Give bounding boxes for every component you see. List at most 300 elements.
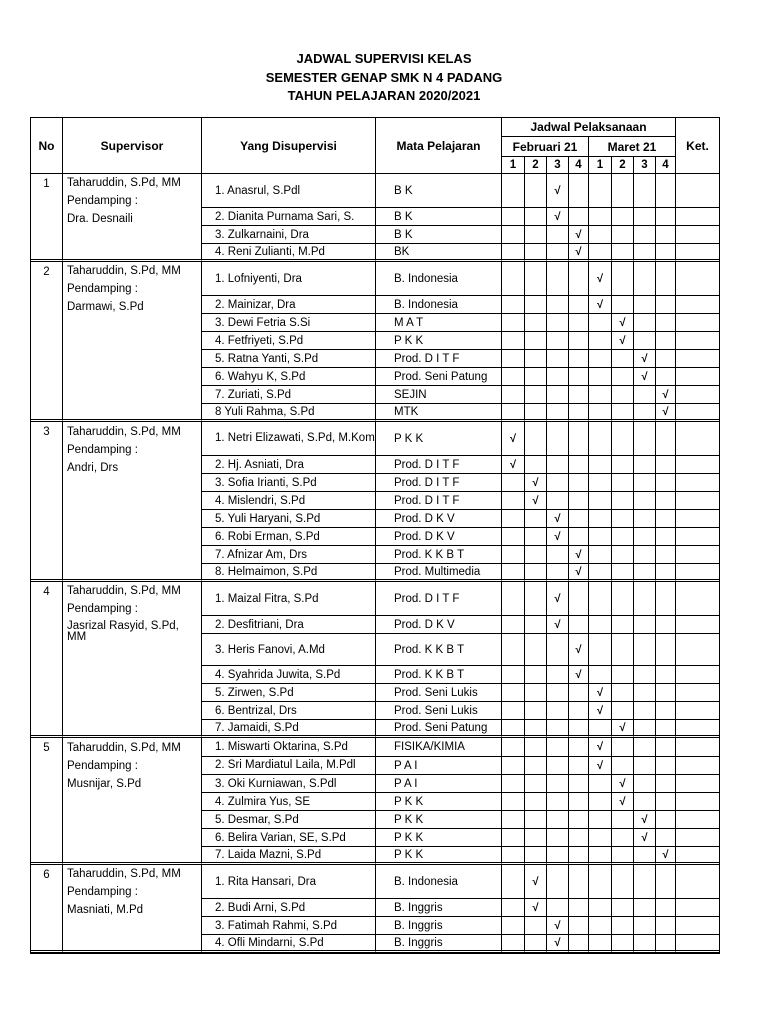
schedule-cell bbox=[589, 174, 612, 208]
schedule-check-mark: √ bbox=[656, 404, 676, 422]
subject: Prod. Multimedia bbox=[376, 564, 502, 582]
schedule-cell bbox=[656, 510, 676, 528]
subject: Prod. D I T F bbox=[376, 456, 502, 474]
schedule-cell bbox=[589, 793, 612, 811]
schedule-check-mark: √ bbox=[525, 474, 547, 492]
schedule-cell bbox=[612, 422, 634, 456]
schedule-cell bbox=[569, 296, 589, 314]
schedule-cell bbox=[569, 422, 589, 456]
header-week-mar-3: 3 bbox=[634, 157, 656, 174]
supervisee-name: 3. Dewi Fetria S.Si bbox=[202, 314, 376, 332]
ket-cell bbox=[676, 314, 719, 332]
schedule-cell bbox=[547, 244, 569, 262]
schedule-cell bbox=[525, 720, 547, 738]
schedule-cell bbox=[634, 702, 656, 720]
subject: Prod. D K V bbox=[376, 616, 502, 634]
schedule-cell bbox=[656, 492, 676, 510]
schedule-cell bbox=[547, 404, 569, 422]
ket-cell bbox=[676, 332, 719, 350]
ket-cell bbox=[676, 702, 719, 720]
supervisee-name: 7. Laida Mazni, S.Pd bbox=[202, 847, 376, 865]
ket-cell bbox=[676, 829, 719, 847]
schedule-cell bbox=[634, 582, 656, 616]
schedule-cell bbox=[612, 829, 634, 847]
schedule-cell bbox=[525, 226, 547, 244]
supervisee-name: 5. Ratna Yanti, S.Pd bbox=[202, 350, 376, 368]
ket-cell bbox=[676, 917, 719, 935]
schedule-cell bbox=[612, 226, 634, 244]
schedule-cell bbox=[589, 350, 612, 368]
subject: Prod. K K B T bbox=[376, 546, 502, 564]
ket-cell bbox=[676, 296, 719, 314]
schedule-cell bbox=[569, 368, 589, 386]
schedule-cell bbox=[569, 456, 589, 474]
schedule-cell bbox=[612, 847, 634, 865]
pendamping-label: Pendamping : bbox=[67, 444, 138, 456]
schedule-cell bbox=[525, 296, 547, 314]
title-line-3: TAHUN PELAJARAN 2020/2021 bbox=[287, 88, 481, 103]
subject: MTK bbox=[376, 404, 502, 422]
schedule-cell bbox=[656, 474, 676, 492]
header-week-mar-1: 1 bbox=[589, 157, 612, 174]
supervisee-name: 4. Zulmira Yus, SE bbox=[202, 793, 376, 811]
schedule-cell bbox=[612, 386, 634, 404]
schedule-cell bbox=[634, 422, 656, 456]
schedule-cell bbox=[569, 174, 589, 208]
subject: B. Inggris bbox=[376, 917, 502, 935]
header-week-feb-3: 3 bbox=[547, 157, 569, 174]
schedule-cell bbox=[502, 702, 525, 720]
schedule-cell bbox=[656, 208, 676, 226]
supervisee-name: 6. Wahyu K, S.Pd bbox=[202, 368, 376, 386]
schedule-cell bbox=[612, 582, 634, 616]
group-number: 5 bbox=[31, 738, 63, 865]
schedule-cell bbox=[589, 422, 612, 456]
schedule-cell bbox=[634, 757, 656, 775]
schedule-cell bbox=[569, 847, 589, 865]
supervisee-name: 1. Lofniyenti, Dra bbox=[202, 262, 376, 296]
schedule-check-mark: √ bbox=[547, 208, 569, 226]
schedule-table bbox=[30, 117, 720, 954]
schedule-cell bbox=[634, 684, 656, 702]
schedule-cell bbox=[589, 634, 612, 666]
ket-cell bbox=[676, 757, 719, 775]
header-week-mar-4: 4 bbox=[656, 157, 676, 174]
schedule-cell bbox=[569, 262, 589, 296]
schedule-check-mark: √ bbox=[569, 546, 589, 564]
schedule-cell bbox=[502, 738, 525, 757]
schedule-cell bbox=[547, 546, 569, 564]
supervisee-name: 4. Syahrida Juwita, S.Pd bbox=[202, 666, 376, 684]
schedule-cell bbox=[569, 811, 589, 829]
ket-cell bbox=[676, 226, 719, 244]
schedule-cell bbox=[612, 350, 634, 368]
group-number: 3 bbox=[31, 422, 63, 582]
schedule-cell bbox=[525, 793, 547, 811]
subject: P K K bbox=[376, 847, 502, 865]
ket-cell bbox=[676, 350, 719, 368]
schedule-check-mark: √ bbox=[547, 528, 569, 546]
supervisor-cell bbox=[63, 738, 202, 865]
schedule-cell bbox=[612, 917, 634, 935]
schedule-cell bbox=[612, 208, 634, 226]
schedule-check-mark: √ bbox=[634, 829, 656, 847]
header-week-feb-1: 1 bbox=[502, 157, 525, 174]
schedule-cell bbox=[612, 296, 634, 314]
ket-cell bbox=[676, 386, 719, 404]
schedule-cell bbox=[612, 368, 634, 386]
supervisee-name: 2. Sri Mardiatul Laila, M.Pdl bbox=[202, 757, 376, 775]
schedule-cell bbox=[612, 456, 634, 474]
schedule-cell bbox=[612, 546, 634, 564]
schedule-cell bbox=[569, 702, 589, 720]
schedule-cell bbox=[656, 720, 676, 738]
header-jadwal-pelaksanaan: Jadwal Pelaksanaan bbox=[502, 118, 676, 137]
schedule-cell bbox=[525, 262, 547, 296]
schedule-cell bbox=[656, 546, 676, 564]
schedule-cell bbox=[569, 474, 589, 492]
ket-cell bbox=[676, 720, 719, 738]
schedule-cell bbox=[502, 368, 525, 386]
schedule-cell bbox=[569, 720, 589, 738]
schedule-cell bbox=[589, 332, 612, 350]
schedule-cell bbox=[612, 899, 634, 917]
schedule-cell bbox=[502, 582, 525, 616]
schedule-check-mark: √ bbox=[612, 720, 634, 738]
title-block bbox=[0, 50, 768, 106]
schedule-cell bbox=[656, 757, 676, 775]
subject: B. Indonesia bbox=[376, 262, 502, 296]
schedule-cell bbox=[569, 582, 589, 616]
schedule-cell bbox=[569, 793, 589, 811]
ket-cell bbox=[676, 492, 719, 510]
group-number: 4 bbox=[31, 582, 63, 738]
subject: BK bbox=[376, 244, 502, 262]
ket-cell bbox=[676, 616, 719, 634]
subject: M A T bbox=[376, 314, 502, 332]
pendamping-label: Pendamping : bbox=[67, 886, 138, 898]
schedule-cell bbox=[547, 702, 569, 720]
schedule-cell bbox=[569, 738, 589, 757]
subject: Prod. K K B T bbox=[376, 634, 502, 666]
schedule-cell bbox=[525, 174, 547, 208]
ket-cell bbox=[676, 666, 719, 684]
schedule-cell bbox=[525, 847, 547, 865]
schedule-cell bbox=[525, 684, 547, 702]
schedule-cell bbox=[612, 262, 634, 296]
schedule-cell bbox=[589, 314, 612, 332]
schedule-cell bbox=[569, 492, 589, 510]
schedule-cell bbox=[525, 332, 547, 350]
schedule-cell bbox=[547, 262, 569, 296]
schedule-check-mark: √ bbox=[634, 350, 656, 368]
schedule-cell bbox=[612, 757, 634, 775]
schedule-cell bbox=[525, 244, 547, 262]
ket-cell bbox=[676, 244, 719, 262]
subject: B K bbox=[376, 174, 502, 208]
schedule-cell bbox=[502, 244, 525, 262]
ket-cell bbox=[676, 793, 719, 811]
schedule-cell bbox=[502, 174, 525, 208]
subject: P K K bbox=[376, 422, 502, 456]
header-no: No bbox=[31, 118, 63, 174]
schedule-cell bbox=[502, 793, 525, 811]
schedule-cell bbox=[502, 634, 525, 666]
supervisee-name: 4. Mislendri, S.Pd bbox=[202, 492, 376, 510]
schedule-cell bbox=[547, 226, 569, 244]
schedule-cell bbox=[589, 935, 612, 953]
schedule-cell bbox=[589, 865, 612, 899]
schedule-cell bbox=[525, 917, 547, 935]
supervisee-name: 8. Helmaimon, S.Pd bbox=[202, 564, 376, 582]
subject: FISIKA/KIMIA bbox=[376, 738, 502, 757]
schedule-check-mark: √ bbox=[569, 226, 589, 244]
supervisee-name: 3. Zulkarnaini, Dra bbox=[202, 226, 376, 244]
pendamping-name: Andri, Drs bbox=[67, 462, 119, 474]
schedule-cell bbox=[547, 368, 569, 386]
schedule-cell bbox=[656, 899, 676, 917]
schedule-cell bbox=[656, 456, 676, 474]
subject: Prod. Seni Patung bbox=[376, 368, 502, 386]
schedule-cell bbox=[502, 546, 525, 564]
schedule-cell bbox=[656, 811, 676, 829]
subject: P A I bbox=[376, 757, 502, 775]
supervisee-name: 6. Robi Erman, S.Pd bbox=[202, 528, 376, 546]
header-week-feb-4: 4 bbox=[569, 157, 589, 174]
schedule-cell bbox=[612, 492, 634, 510]
schedule-cell bbox=[589, 492, 612, 510]
schedule-check-mark: √ bbox=[502, 422, 525, 456]
schedule-cell bbox=[612, 564, 634, 582]
group-number: 1 bbox=[31, 174, 63, 262]
schedule-cell bbox=[502, 314, 525, 332]
schedule-cell bbox=[634, 492, 656, 510]
schedule-cell bbox=[547, 296, 569, 314]
pendamping-name: Masniati, M.Pd bbox=[67, 904, 144, 916]
schedule-cell bbox=[525, 456, 547, 474]
subject: P A I bbox=[376, 775, 502, 793]
subject: B. Indonesia bbox=[376, 865, 502, 899]
supervisor-cell bbox=[63, 174, 202, 262]
schedule-cell bbox=[569, 386, 589, 404]
ket-cell bbox=[676, 510, 719, 528]
schedule-cell bbox=[525, 738, 547, 757]
schedule-cell bbox=[634, 208, 656, 226]
schedule-cell bbox=[589, 404, 612, 422]
schedule-cell bbox=[612, 244, 634, 262]
schedule-cell bbox=[656, 296, 676, 314]
schedule-cell bbox=[589, 720, 612, 738]
schedule-cell bbox=[525, 314, 547, 332]
schedule-cell bbox=[634, 244, 656, 262]
supervisee-name: 1. Anasrul, S.Pdl bbox=[202, 174, 376, 208]
schedule-cell bbox=[656, 262, 676, 296]
schedule-cell bbox=[502, 492, 525, 510]
supervisee-name: 3. Oki Kurniawan, S.Pdl bbox=[202, 775, 376, 793]
supervisee-name: 4. Fetfriyeti, S.Pd bbox=[202, 332, 376, 350]
schedule-check-mark: √ bbox=[612, 793, 634, 811]
schedule-cell bbox=[656, 314, 676, 332]
subject: Prod. D I T F bbox=[376, 350, 502, 368]
schedule-cell bbox=[525, 616, 547, 634]
schedule-cell bbox=[589, 528, 612, 546]
ket-cell bbox=[676, 775, 719, 793]
schedule-cell bbox=[525, 702, 547, 720]
schedule-cell bbox=[547, 899, 569, 917]
supervisee-name: 2. Hj. Asniati, Dra bbox=[202, 456, 376, 474]
subject: B. Inggris bbox=[376, 935, 502, 953]
ket-cell bbox=[676, 811, 719, 829]
schedule-check-mark: √ bbox=[547, 917, 569, 935]
schedule-cell bbox=[547, 386, 569, 404]
pendamping-label: Pendamping : bbox=[67, 603, 138, 615]
schedule-check-mark: √ bbox=[547, 582, 569, 616]
schedule-check-mark: √ bbox=[569, 666, 589, 684]
ket-cell bbox=[676, 564, 719, 582]
schedule-cell bbox=[634, 616, 656, 634]
schedule-cell bbox=[547, 350, 569, 368]
schedule-check-mark: √ bbox=[525, 492, 547, 510]
schedule-cell bbox=[502, 350, 525, 368]
supervisor-name: Taharuddin, S.Pd, MM bbox=[67, 426, 181, 438]
schedule-cell bbox=[547, 775, 569, 793]
schedule-cell bbox=[634, 738, 656, 757]
schedule-check-mark: √ bbox=[589, 757, 612, 775]
ket-cell bbox=[676, 456, 719, 474]
supervisee-name: 6. Bentrizal, Drs bbox=[202, 702, 376, 720]
schedule-cell bbox=[525, 811, 547, 829]
ket-cell bbox=[676, 899, 719, 917]
schedule-cell bbox=[525, 510, 547, 528]
schedule-cell bbox=[634, 386, 656, 404]
schedule-cell bbox=[502, 208, 525, 226]
schedule-cell bbox=[569, 314, 589, 332]
schedule-cell bbox=[502, 720, 525, 738]
subject: P K K bbox=[376, 332, 502, 350]
schedule-cell bbox=[634, 634, 656, 666]
schedule-cell bbox=[547, 793, 569, 811]
schedule-cell bbox=[525, 368, 547, 386]
supervisee-name: 3. Heris Fanovi, A.Md bbox=[202, 634, 376, 666]
ket-cell bbox=[676, 865, 719, 899]
supervisee-name: 1. Maizal Fitra, S.Pd bbox=[202, 582, 376, 616]
schedule-cell bbox=[656, 226, 676, 244]
subject: Prod. D I T F bbox=[376, 474, 502, 492]
schedule-check-mark: √ bbox=[547, 616, 569, 634]
supervisee-name: 1. Netri Elizawati, S.Pd, M.Kom bbox=[202, 422, 376, 456]
schedule-cell bbox=[634, 847, 656, 865]
schedule-cell bbox=[525, 546, 547, 564]
schedule-check-mark: √ bbox=[656, 386, 676, 404]
schedule-cell bbox=[656, 738, 676, 757]
schedule-cell bbox=[589, 775, 612, 793]
schedule-cell bbox=[656, 528, 676, 546]
subject: P K K bbox=[376, 811, 502, 829]
supervisee-name: 7. Afnizar Am, Drs bbox=[202, 546, 376, 564]
schedule-cell bbox=[502, 899, 525, 917]
schedule-check-mark: √ bbox=[569, 244, 589, 262]
schedule-cell bbox=[569, 865, 589, 899]
subject: B K bbox=[376, 208, 502, 226]
supervisor-cell bbox=[63, 422, 202, 582]
schedule-cell bbox=[612, 666, 634, 684]
subject: B K bbox=[376, 226, 502, 244]
schedule-cell bbox=[656, 174, 676, 208]
supervisee-name: 4. Ofli Mindarni, S.Pd bbox=[202, 935, 376, 953]
schedule-cell bbox=[547, 492, 569, 510]
schedule-cell bbox=[569, 829, 589, 847]
schedule-cell bbox=[634, 226, 656, 244]
schedule-cell bbox=[612, 510, 634, 528]
schedule-cell bbox=[547, 666, 569, 684]
schedule-cell bbox=[612, 174, 634, 208]
schedule-cell bbox=[656, 350, 676, 368]
schedule-cell bbox=[589, 208, 612, 226]
schedule-cell bbox=[502, 262, 525, 296]
schedule-cell bbox=[502, 775, 525, 793]
schedule-cell bbox=[612, 935, 634, 953]
schedule-cell bbox=[612, 528, 634, 546]
schedule-check-mark: √ bbox=[612, 314, 634, 332]
schedule-cell bbox=[547, 865, 569, 899]
supervisee-name: 1. Rita Hansari, Dra bbox=[202, 865, 376, 899]
schedule-cell bbox=[569, 775, 589, 793]
header-yang-disupervisi: Yang Disupervisi bbox=[202, 118, 376, 174]
schedule-cell bbox=[502, 684, 525, 702]
subject: Prod. D K V bbox=[376, 528, 502, 546]
schedule-check-mark: √ bbox=[569, 564, 589, 582]
schedule-cell bbox=[547, 720, 569, 738]
schedule-cell bbox=[547, 456, 569, 474]
schedule-check-mark: √ bbox=[547, 935, 569, 953]
supervisee-name: 8 Yuli Rahma, S.Pd bbox=[202, 404, 376, 422]
subject: Prod. D I T F bbox=[376, 582, 502, 616]
schedule-cell bbox=[525, 582, 547, 616]
header-mata-pelajaran: Mata Pelajaran bbox=[376, 118, 502, 174]
schedule-cell bbox=[502, 528, 525, 546]
schedule-cell bbox=[634, 935, 656, 953]
supervisor-cell bbox=[63, 865, 202, 953]
schedule-cell bbox=[525, 422, 547, 456]
ket-cell bbox=[676, 634, 719, 666]
supervisee-name: 2. Desfitriani, Dra bbox=[202, 616, 376, 634]
schedule-cell bbox=[612, 811, 634, 829]
ket-cell bbox=[676, 474, 719, 492]
schedule-cell bbox=[547, 757, 569, 775]
schedule-cell bbox=[656, 634, 676, 666]
schedule-check-mark: √ bbox=[612, 332, 634, 350]
schedule-cell bbox=[656, 616, 676, 634]
schedule-cell bbox=[502, 865, 525, 899]
schedule-cell bbox=[656, 332, 676, 350]
schedule-cell bbox=[589, 829, 612, 847]
schedule-cell bbox=[569, 350, 589, 368]
supervisee-name: 6. Belira Varian, SE, S.Pd bbox=[202, 829, 376, 847]
supervisee-name: 1. Miswarti Oktarina, S.Pd bbox=[202, 738, 376, 757]
schedule-cell bbox=[525, 666, 547, 684]
schedule-cell bbox=[656, 368, 676, 386]
schedule-cell bbox=[634, 564, 656, 582]
schedule-cell bbox=[589, 368, 612, 386]
schedule-cell bbox=[525, 829, 547, 847]
schedule-cell bbox=[547, 474, 569, 492]
schedule-check-mark: √ bbox=[589, 738, 612, 757]
schedule-check-mark: √ bbox=[502, 456, 525, 474]
group-number: 6 bbox=[31, 865, 63, 953]
supervisee-name: 7. Jamaidi, S.Pd bbox=[202, 720, 376, 738]
schedule-cell bbox=[502, 510, 525, 528]
subject: P K K bbox=[376, 793, 502, 811]
